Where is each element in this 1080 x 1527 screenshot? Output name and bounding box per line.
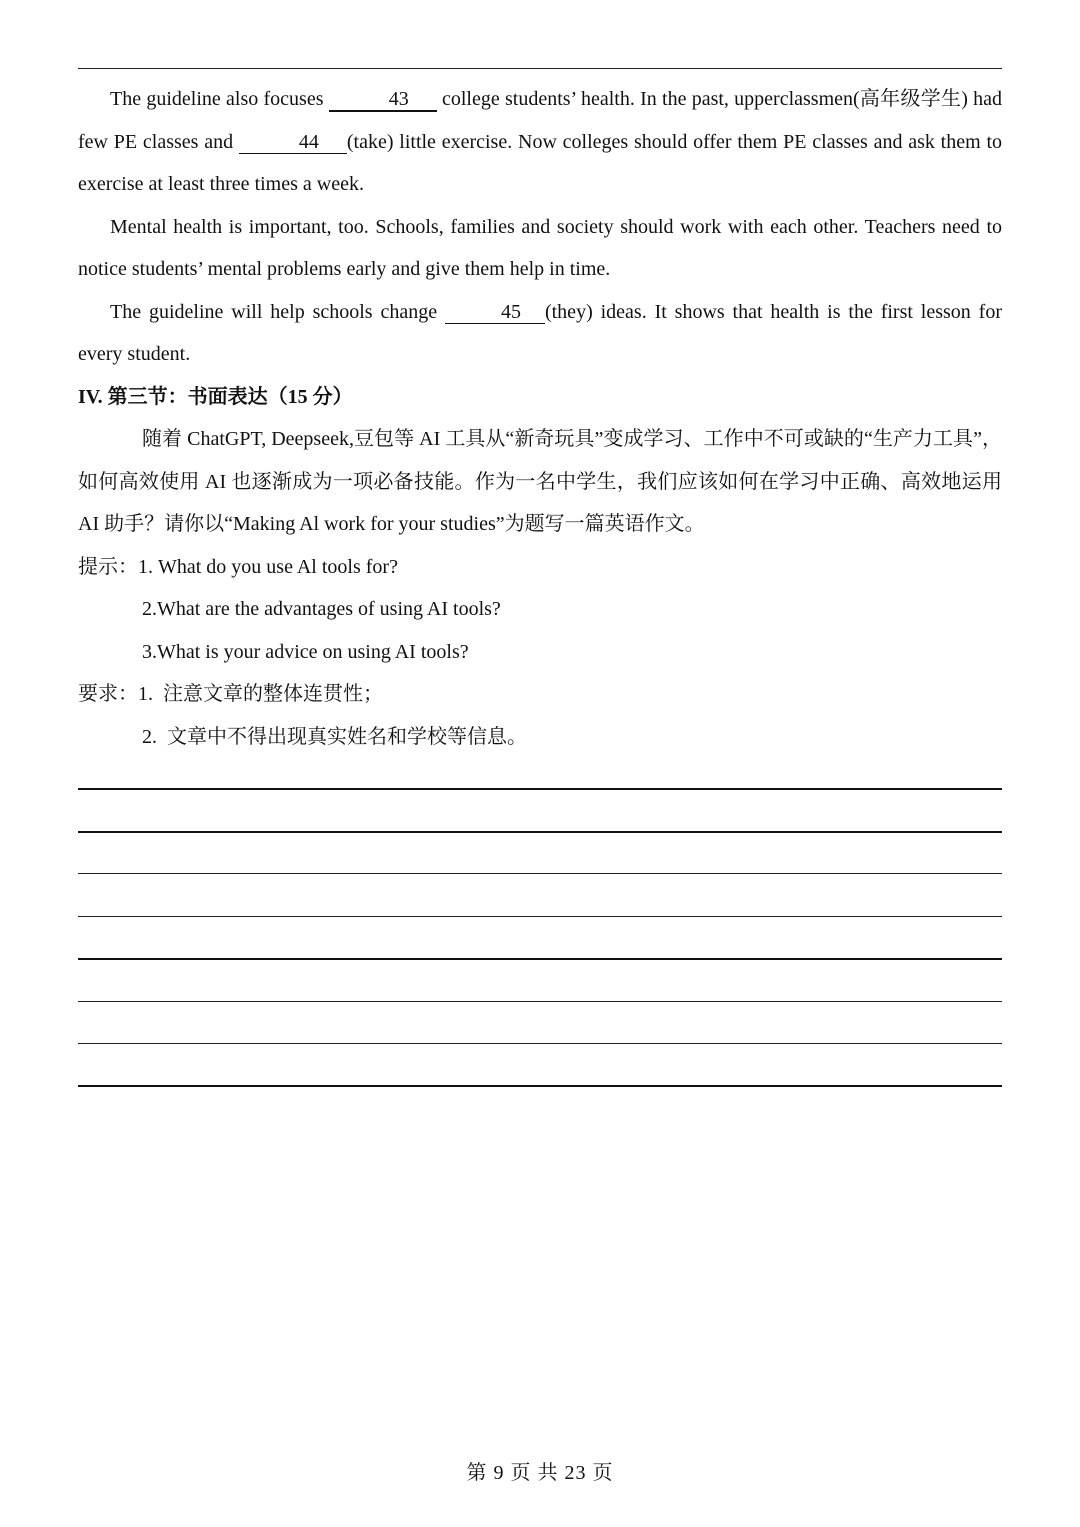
hint-item: 1. What do you use Al tools for?	[138, 555, 398, 578]
hint-row	[78, 631, 1002, 674]
blank-45: 45	[445, 301, 545, 324]
requirement-row	[78, 716, 1002, 759]
writing-line	[78, 1085, 1002, 1087]
page-number-footer: 第 9 页 共 23 页	[466, 1462, 614, 1484]
paragraph-mental-health: Mental health is important, too. Schools, families and society should work with each other. Teachers need to notice students’ mental problems early and give them help in time.	[78, 215, 1002, 280]
writing-line	[78, 831, 1002, 833]
paragraph-guideline-ideas	[78, 291, 1002, 376]
paragraph-text: (they) ideas. It shows that health is the first lesson for every student.	[78, 300, 1002, 365]
writing-line	[78, 1043, 1002, 1044]
hint-item: 2.What are the advantages of using AI tools?	[142, 598, 501, 620]
hint-row	[78, 588, 1002, 631]
requirement-item: 1. 注意文章的整体连贯性；	[138, 683, 383, 705]
writing-line	[78, 916, 1002, 917]
hint-row	[78, 546, 1002, 589]
writing-line	[78, 958, 1002, 960]
page-content	[78, 78, 1002, 758]
writing-line	[78, 1001, 1002, 1002]
hint-item: 3.What is your advice on using AI tools?	[142, 640, 469, 663]
requirements-label: 要求：	[78, 683, 138, 705]
requirement-item: 2. 文章中不得出现真实姓名和学校等信息。	[142, 725, 527, 748]
writing-prompt: 随着 ChatGPT, Deepseek,豆包等 AI 工具从“新奇玩具”变成学习、工作中不可或缺的“生产力工具”，如何高效使用 AI 也逐渐成为一项必备技能。作为一名中学生，我们应该如何在学习中正确、高效地运用 AI 助手？请你以“Making Al work for your studies”为题写一篇英语作文。	[78, 428, 1002, 535]
paragraph-text: The guideline will help schools change	[110, 300, 445, 323]
blank-44: 44	[239, 131, 347, 154]
paragraph-text: (take) little exercise. Now colleges should offer them PE classes and ask them to exercise at least three times a week.	[78, 130, 1003, 195]
writing-line	[78, 873, 1002, 874]
blank-43: 43	[329, 88, 437, 112]
paragraph-text: The guideline also focuses	[110, 88, 329, 110]
section-heading: IV. 第三节：书面表达（15 分）	[78, 385, 353, 408]
hints-label: 提示：	[78, 555, 138, 578]
paragraph-text: college students’ health. In the past, upperclassmen(高年级学生) had few PE classes and	[78, 88, 1002, 153]
paragraph-guideline-college	[78, 78, 1002, 206]
requirement-row	[78, 673, 1002, 716]
top-rule	[78, 68, 1002, 69]
writing-line	[78, 788, 1002, 790]
